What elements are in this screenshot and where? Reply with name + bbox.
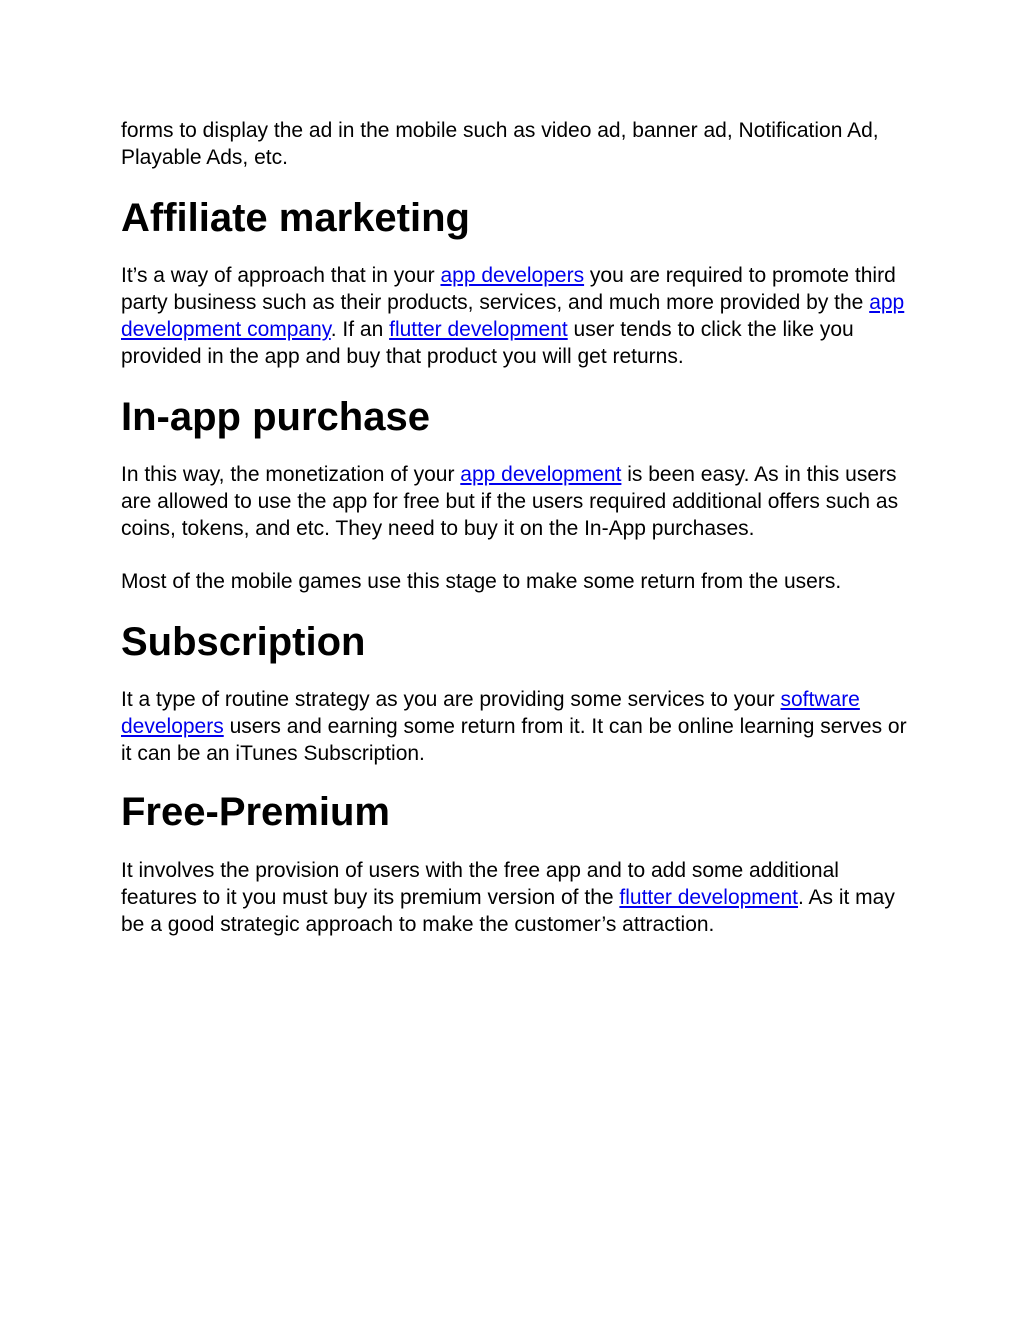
subscription-text-2: users and earning some return from it. It can be online learning serves or it can be an iTunes Subscription.	[121, 715, 907, 765]
in-app-text-1: In this way, the monetization of your	[121, 463, 461, 486]
intro-paragraph: forms to display the ad in the mobile such as video ad, banner ad, Notification Ad, Playable Ads, etc.	[121, 119, 879, 169]
subscription-text-1: It a type of routine strategy as you are providing some services to your	[121, 688, 781, 711]
affiliate-text-3: . If an	[330, 318, 390, 341]
affiliate-text-1: It’s a way of approach that in your	[121, 264, 441, 287]
free-premium-paragraph	[121, 857, 911, 938]
link-software-developers[interactable]: software developers	[121, 688, 860, 738]
heading-affiliate-marketing: Affiliate marketing	[121, 196, 470, 240]
link-app-development[interactable]: app development	[460, 463, 622, 486]
link-flutter-development-2[interactable]: flutter development	[619, 886, 798, 909]
in-app-text-2: is been easy. As in this users are allowed to use the app for free but if the users required additional offers such as coins, tokens, and etc. They need to buy it on the In-App purchases.	[121, 463, 899, 540]
document-page	[121, 117, 911, 938]
affiliate-text-4: user tends to click the like you provided in the app and buy that product you will get returns.	[121, 318, 854, 368]
in-app-paragraph-1	[121, 461, 911, 542]
affiliate-paragraph	[121, 262, 911, 370]
link-flutter-development[interactable]: flutter development	[389, 318, 568, 341]
link-app-development-company[interactable]: app development company	[121, 291, 905, 341]
affiliate-text-2: you are required to promote third party business such as their products, services, and much more provided by the	[121, 264, 896, 314]
heading-in-app-purchase: In-app purchase	[121, 395, 430, 439]
free-premium-text-1: It involves the provision of users with the free app and to add some additional features to it you must buy its premium version of the	[121, 859, 839, 909]
link-app-developers[interactable]: app developers	[440, 264, 585, 287]
heading-free-premium: Free-Premium	[121, 790, 390, 834]
in-app-paragraph-2: Most of the mobile games use this stage to make some return from the users.	[121, 570, 842, 593]
free-premium-text-2: . As it may be a good strategic approach to make the customer’s attraction.	[121, 886, 895, 936]
heading-subscription: Subscription	[121, 620, 366, 664]
subscription-paragraph	[121, 686, 911, 767]
